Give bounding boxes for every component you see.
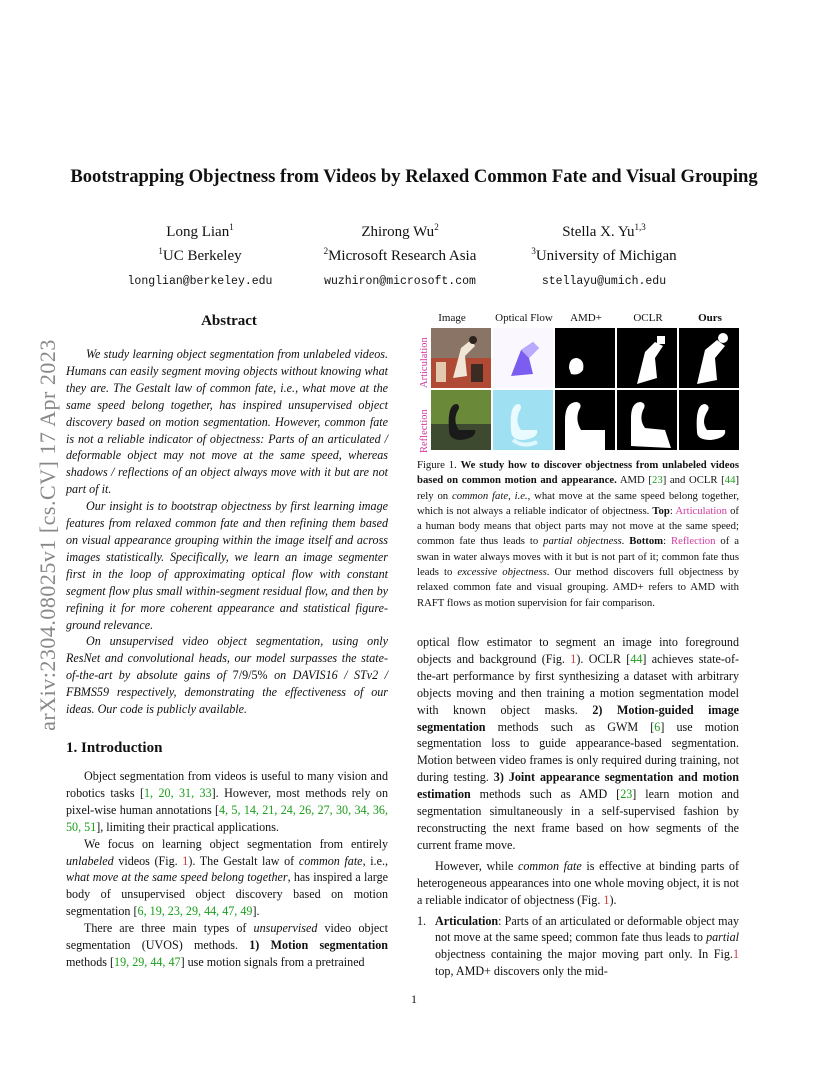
arxiv-stamp: arXiv:2304.08025v1 [cs.CV] 17 Apr 2023 [35,339,60,731]
figure-1 [415,312,740,452]
abstract-paragraph: We study learning object segmentation from unlabeled videos. Humans can easily segment moving objects without knowing what they are. The Gestalt law of common fate, i.e., what move at the same speed belong together, has inspired unsupervised object discovery based on motion segmentation. However, common fate is not a reliable indicator of objectness: Parts of an articulated / deformable object may not move at the same speed, whereas shadows / reflections of an object always move with it but are not part of it. [66,347,388,497]
body-paragraph: We focus on learning object segmentation from entirely unlabeled videos (Fig. 1). The Gestalt law of common fate, i.e., what move at the same speed belong together, has inspired a large body of unsupervised object discovery based on motion segmentation [6, 19, 23, 29, 44, 47, 49]. [66,836,388,919]
citation-link[interactable]: 23 [652,474,663,487]
citation-link[interactable]: 6, 19, 23, 29, 44, 47, 49 [137,904,253,919]
mask-oclr-swan [617,390,677,450]
mask-amd-swan [555,390,615,450]
author-email[interactable]: stellayu@umich.edu [541,275,667,288]
citation-link[interactable]: 44 [630,651,643,666]
citation-link[interactable]: 19, 29, 44, 47 [114,954,181,969]
column-header-image: Image [438,312,466,324]
intro-left-column [66,768,388,971]
row-label-reflection: Reflection [419,409,430,453]
author-name: Zhirong Wu [361,224,435,240]
image-dancer [431,328,491,388]
citation-link[interactable]: 4, 5, 14, 21, 24, 26, 27, 30, 34, 36, 50, 51 [66,802,388,834]
column-header-oclr: OCLR [633,312,663,324]
section-heading-introduction: 1. Introduction [66,740,163,756]
author-2: Zhirong Wu$^2$ $^2$Microsoft Research Asia wuzhiron@microsoft.com [290,218,510,291]
abstract-heading: Abstract [201,313,257,329]
page-number: 1 [411,992,417,1006]
body-paragraph: Object segmentation from videos is useful to many vision and robotics tasks [1, 20, 31, 33]. However, most methods rely on pixel-wise human annotations [4, 5, 14, 21, 24, 26, 27, 30, 34, 36, 50, 51], limiting their practical applications. [66,769,388,834]
citation-link[interactable]: 1, 20, 31, 33 [144,785,212,800]
author-email[interactable]: wuzhiron@microsoft.com [324,275,476,288]
mask-oclr-dancer [617,328,677,388]
citation-link[interactable]: 44 [724,474,736,487]
figure-link[interactable]: 1 [603,892,610,907]
image-swan [431,390,491,450]
mask-ours-swan [679,390,739,450]
optical-flow-dancer [493,328,553,388]
citation-link[interactable]: 23 [620,787,633,802]
body-paragraph: There are three main types of unsupervised video object segmentation (UVOS) methods. 1) Motion segmentation methods [19, 29, 44, 47] use motion signals from a pretrained [66,921,388,969]
column-header-amd: AMD+ [570,312,602,324]
figure-link[interactable]: 1 [732,947,739,962]
mask-amd-dancer [555,328,615,388]
author-email[interactable]: longlian@berkeley.edu [127,275,273,288]
author-3: Stella X. Yu$^{1,3}$ $^3$University of Michigan stellayu@umich.edu [494,218,714,291]
intro-right-column [417,634,739,980]
author-affiliation: University of Michigan [535,248,677,264]
body-paragraph: However, while common fate is effective at binding parts of heterogeneous appearances into one whole moving object, it is not a reliable indicator of objectness (Fig. 1). [417,858,739,907]
paper-title: Bootstrapping Objectness from Videos by Relaxed Common Fate and Visual Grouping [70,166,758,187]
figure-link[interactable]: 1 [570,651,577,666]
author-affiliation: Microsoft Research Asia [328,248,477,264]
abstract-paragraph: Our insight is to bootstrap objectness by first learning image features from relaxed common fate and then refining them based on visual appearance grouping within the image itself and across images statistically. Specifically, we learn an image segmenter first in the loop of approximating optical flow with constant segment flow plus small within-segment residual flow, and then by refining it for more coherent appearance and statistical figure-ground relevance. [66,499,388,632]
optical-flow-swan [493,390,553,450]
author-affiliation: UC Berkeley [162,248,242,264]
author-1: Long Lian$^1$ $^1$UC Berkeley longlian@berkeley.edu [90,218,310,291]
author-name: Stella X. Yu [562,224,635,240]
body-paragraph: optical flow estimator to segment an image into foreground objects and background (Fig. 1). OCLR [44] achieves state-of-the-art performance by first synthesizing a dataset with arbitrary objects moving and then training a motion segmentation model with known object masks. 2) Motion-guided image segmentation methods such as GWM [6] use motion segmentation loss to guide appearance-based segmentation. Motion between video frames is only required during training, not during testing. 3) Joint appearance segmentation and motion estimation methods such as AMD [23] learn motion and segmentation simultaneously in a self-supervised fashion by reconstructing the next frame based on how segments of the current frame move. [417,635,740,852]
author-name: Long Lian [166,224,230,240]
list-item: 1. Articulation: Parts of an articulated or deformable object may not move at the same speed; common fate thus leads to partial objectness containing the major moving part only. In Fig.1 top, AMD+ discovers only the mid- [417,913,739,979]
abstract-body [66,346,388,718]
column-header-ours: Ours [698,312,722,324]
abstract-paragraph: On unsupervised video object segmentation, using only ResNet and convolutional heads, our model surpasses the state-of-the-art by absolute gains of 7/9/5% on DAVIS16 / STv2 / FBMS59 respectively, demonstrating the effectiveness of our ideas. Our code is publicly available. [66,634,388,717]
mask-ours-dancer [679,328,739,388]
column-header-optical-flow: Optical Flow [495,312,553,324]
figure-link[interactable]: 1 [182,853,189,868]
row-label-articulation: Articulation [419,337,430,388]
figure-caption: Figure 1. We study how to discover objectness from unlabeled videos based on common motion and appearance. AMD [23] and OCLR [44] rely on common fate, i.e., what move at the same speed belong together, which is not always a reliable indicator of objectness. Top: Articulation of a human body means that object parts may not move at the same speed; common fate thus leads to partial objectness. Bottom: Reflection of a swan in water always moves with it but is not part of it; common fate thus leads to excessive objectness. Our method discovers full objectness by relaxed common fate and visual grouping. AMD+ refers to AMD with RAFT flows as motion supervision for fair comparison. [417,459,740,609]
citation-link[interactable]: 6 [654,719,661,734]
